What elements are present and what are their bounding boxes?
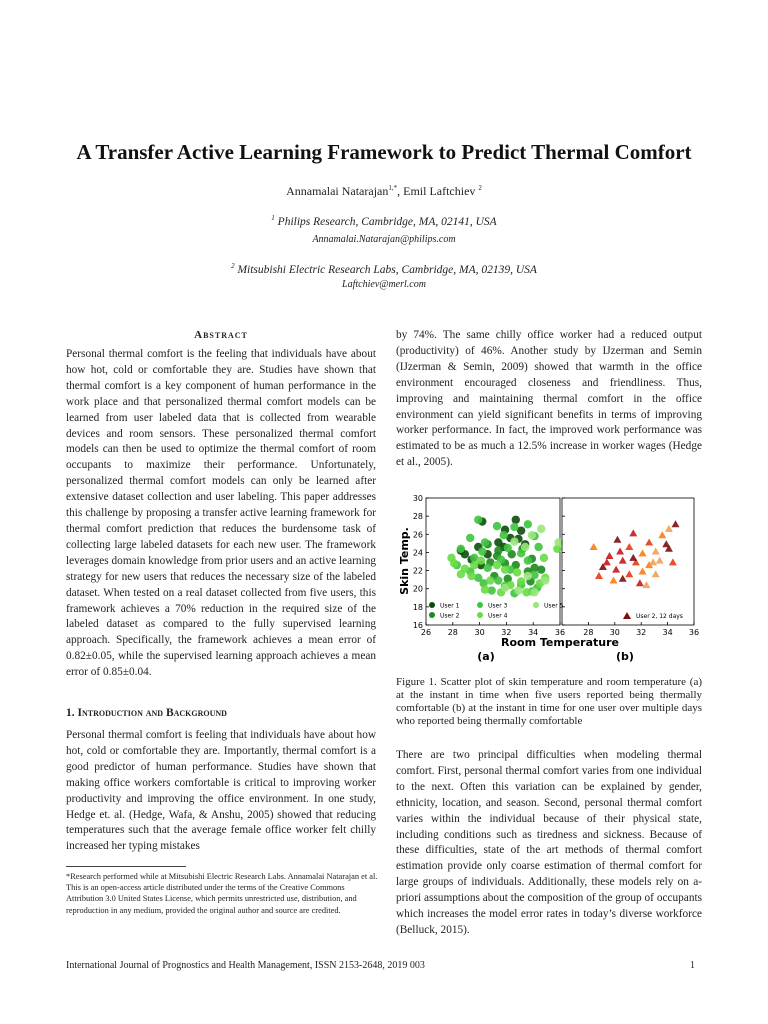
x-tick-label: 34 bbox=[662, 628, 673, 637]
data-point bbox=[625, 570, 633, 577]
data-point bbox=[510, 523, 518, 531]
x-tick-label: 26 bbox=[420, 628, 432, 637]
data-point bbox=[494, 576, 502, 584]
legend-marker bbox=[477, 612, 483, 618]
data-point bbox=[524, 572, 532, 580]
data-point bbox=[457, 545, 465, 553]
data-point bbox=[662, 540, 670, 547]
legend-marker bbox=[429, 602, 435, 608]
x-axis-title: Room Temperature bbox=[501, 636, 619, 649]
y-tick-label: 26 bbox=[412, 530, 423, 540]
abstract-heading: Abstract bbox=[194, 329, 248, 341]
email-1[interactable]: Annamalai.Natarajan@philips.com bbox=[312, 234, 456, 245]
intro-heading: 1. Introduction and Background bbox=[66, 707, 227, 719]
author-mark-1: 1,* bbox=[388, 184, 398, 192]
affiliation-2-number: 2 bbox=[231, 262, 235, 270]
y-tick-label: 30 bbox=[412, 494, 423, 503]
footnote: *Research performed while at Mitsubishi Electric Research Labs. Annamalai Natarajan et al. This is an open-access article distributed under the terms of the Creative Commons Attribution 3.0 United States License, which permits unrestricted use, distribution, and reproduction in any medium, provided the original author and source are credited. bbox=[66, 872, 378, 915]
data-point bbox=[541, 576, 549, 584]
data-point bbox=[517, 577, 525, 585]
data-point bbox=[470, 561, 478, 569]
abstract-text: Personal thermal comfort is the feeling that individuals have about how hot, cold or comfortable they are. Studies have shown that thermal comfort is a key component of human performance in the work place and that personalized thermal comfort models can be learned from user labeled data that is collected from wearable devices and room sensors. These personalized thermal comfort models can then be used to optimize the thermal comfort of room occupants to maximize their performance. Unfortunately, personalized thermal comfort models can only be learned after extensive dataset collection and user labeling. This paper addresses this challenge by proposing a transfer active learning framework for thermal comfort prediction that reduces the burdensome task of collecting large labeled datasets for each new user. The framework leverages domain knowledge from prior users and an active learning strategy for new users that reduces the necessary size of the labeled dataset. When tested on a real dataset collected from five users, this framework achieves a 70% reduction in the required size of the labeled dataset as compared to the fully supervised learning approach. Specifically, the framework achieves a mean error of 0.82±0.05, while the supervised learning approach achieves a mean error of 0.85±0.04. bbox=[66, 348, 376, 679]
data-point bbox=[629, 554, 637, 561]
data-point bbox=[528, 531, 536, 539]
data-point bbox=[467, 572, 475, 580]
figure-caption: Figure 1. Scatter plot of skin temperature and room temperature (a) at the instant in time when five users reported being thermally comfortable (b) at the instant in time for one user over multiple days who reported being thermally comfortable bbox=[396, 676, 702, 727]
affiliation-2-text: Mitsubishi Electric Research Labs, Cambridge, MA, 02139, USA bbox=[234, 263, 537, 276]
data-point bbox=[512, 516, 520, 524]
data-point bbox=[483, 564, 491, 572]
data-point bbox=[522, 588, 530, 596]
legend-label: User 2, 12 days bbox=[636, 613, 683, 620]
affiliation-2 bbox=[0, 262, 768, 276]
data-point bbox=[524, 556, 532, 564]
data-point bbox=[652, 570, 660, 577]
data-point bbox=[504, 544, 512, 552]
data-point bbox=[645, 538, 653, 545]
x-tick-label: 30 bbox=[609, 628, 620, 637]
author-mark-2: 2 bbox=[478, 184, 482, 192]
x-tick-label: 32 bbox=[501, 628, 512, 637]
y-tick-label: 22 bbox=[412, 566, 423, 576]
author-line bbox=[0, 184, 768, 199]
data-point bbox=[466, 534, 474, 542]
legend-label: User 1 bbox=[440, 602, 460, 610]
affiliation-1-number: 1 bbox=[271, 214, 275, 222]
data-point bbox=[625, 543, 633, 550]
data-point bbox=[658, 531, 666, 538]
data-point bbox=[590, 543, 598, 550]
data-point bbox=[457, 570, 465, 578]
footer-journal: International Journal of Prognostics and Health Management, ISSN 2153-2648, 2019 003 bbox=[66, 960, 425, 971]
data-point bbox=[478, 547, 486, 555]
legend-label: User 5 bbox=[544, 602, 564, 610]
data-point bbox=[595, 572, 603, 579]
data-point bbox=[639, 549, 647, 556]
data-point bbox=[649, 558, 657, 565]
x-tick-label: 36 bbox=[554, 628, 566, 637]
data-point bbox=[636, 579, 644, 586]
x-tick-label: 28 bbox=[583, 628, 594, 637]
data-point bbox=[513, 568, 521, 576]
intro-text: Personal thermal comfort is feeling that individuals have about how hot, cold or comfortable they are. Importantly, thermal comfort is a good predictor of human performance. Studies have shown that making office workers comfortable is critical to improving worker productivity and improving the office environment. In one study, Hedge et. al. (Hedge, Wafa, & Anshu, 2005) showed that reducing temperatures such that the average female office worker felt chilly increased her typing mistakes bbox=[66, 729, 376, 853]
data-point bbox=[612, 566, 620, 573]
legend-marker bbox=[477, 602, 483, 608]
data-point bbox=[609, 577, 617, 584]
data-point bbox=[493, 522, 501, 530]
legend-marker bbox=[533, 602, 539, 608]
data-point bbox=[554, 538, 562, 546]
data-point bbox=[540, 554, 548, 562]
x-tick-label: 32 bbox=[636, 628, 647, 637]
data-point bbox=[493, 561, 501, 569]
data-point bbox=[501, 565, 509, 573]
legend-marker bbox=[623, 612, 631, 619]
affiliation-1 bbox=[0, 214, 768, 228]
data-point bbox=[481, 538, 489, 546]
data-point bbox=[603, 558, 611, 565]
x-tick-label: 28 bbox=[447, 628, 458, 637]
data-point bbox=[606, 552, 614, 559]
legend-marker bbox=[429, 612, 435, 618]
data-point bbox=[656, 557, 664, 564]
data-point bbox=[537, 565, 545, 573]
legend-label: User 4 bbox=[488, 612, 508, 620]
data-point bbox=[481, 585, 489, 593]
legend-label: User 2 bbox=[440, 612, 460, 620]
data-point bbox=[501, 584, 509, 592]
footer-page-number: 1 bbox=[690, 960, 695, 971]
data-point bbox=[665, 525, 673, 532]
email-2[interactable]: Laftchiev@merl.com bbox=[342, 279, 426, 290]
right-column-top-text: by 74%. The same chilly office worker had a reduced output (productivity) of 46%. Another study by IJzerman and Semin (IJzerman & Semin, 2009) showed that warmth in the office environment encouraged closeness and friendliness. Thus, improving and maintaining thermal comfort in the office environment can yield significant benefits in terms of improving worker performance. In fact, the improved work performance was estimated to be as much a 12.5% increase in worker wages (Hedge et al., 2005). bbox=[396, 329, 702, 469]
footnote-rule bbox=[66, 866, 186, 867]
author-name-1: Annamalai Natarajan bbox=[286, 184, 389, 198]
figure-1-scatter bbox=[396, 488, 700, 670]
y-tick-label: 20 bbox=[412, 584, 423, 594]
y-tick-label: 16 bbox=[412, 621, 423, 630]
data-point bbox=[534, 543, 542, 551]
panel-label-b: (b) bbox=[616, 650, 634, 663]
y-tick-label: 24 bbox=[412, 548, 423, 558]
data-point bbox=[669, 558, 677, 565]
legend-label: User 3 bbox=[488, 602, 508, 610]
affiliation-1-text: Philips Research, Cambridge, MA, 02141, USA bbox=[274, 215, 497, 228]
y-tick-label: 28 bbox=[412, 512, 423, 522]
data-point bbox=[613, 536, 621, 543]
y-axis-title: Skin Temp. bbox=[398, 527, 411, 595]
panel-label-a: (a) bbox=[477, 650, 495, 663]
right-column-bottom-text: There are two principal difficulties when modeling thermal comfort. First, personal thermal comfort varies from one individual to the next. Often this variation can be explained by gender, ethnicity, location, and season. Second, personal thermal comfort varies within the individual because of their physical state, including conditions such as tiredness and sickness. Because of these difficulties, state of the art methods of thermal comfort estimation provide only coarse estimation of thermal comfort for large groups of individuals. Additionally, these models rely on a-priori assumptions about the composition of the group of occupants which increases the model error rates in today’s diverse workforce (Belluck, 2015). bbox=[396, 749, 702, 936]
data-point bbox=[537, 525, 545, 533]
data-point bbox=[672, 520, 680, 527]
data-point bbox=[642, 581, 650, 588]
data-point bbox=[629, 529, 637, 536]
data-point bbox=[652, 548, 660, 555]
x-tick-label: 36 bbox=[688, 628, 700, 637]
data-point bbox=[619, 575, 627, 582]
data-point bbox=[514, 586, 522, 594]
data-point bbox=[474, 516, 482, 524]
data-point bbox=[524, 520, 532, 528]
x-tick-label: 34 bbox=[528, 628, 539, 637]
data-point bbox=[616, 548, 624, 555]
data-point bbox=[619, 557, 627, 564]
x-tick-label: 30 bbox=[474, 628, 485, 637]
data-point bbox=[639, 567, 647, 574]
data-point bbox=[530, 588, 538, 596]
paper-title: A Transfer Active Learning Framework to Predict Thermal Comfort bbox=[76, 140, 692, 164]
data-point bbox=[500, 531, 508, 539]
data-point bbox=[486, 576, 494, 584]
author-separator: , Emil Laftchiev bbox=[397, 184, 479, 198]
data-point bbox=[510, 537, 518, 545]
data-point bbox=[447, 554, 455, 562]
data-point bbox=[521, 543, 529, 551]
y-tick-label: 18 bbox=[412, 602, 423, 612]
